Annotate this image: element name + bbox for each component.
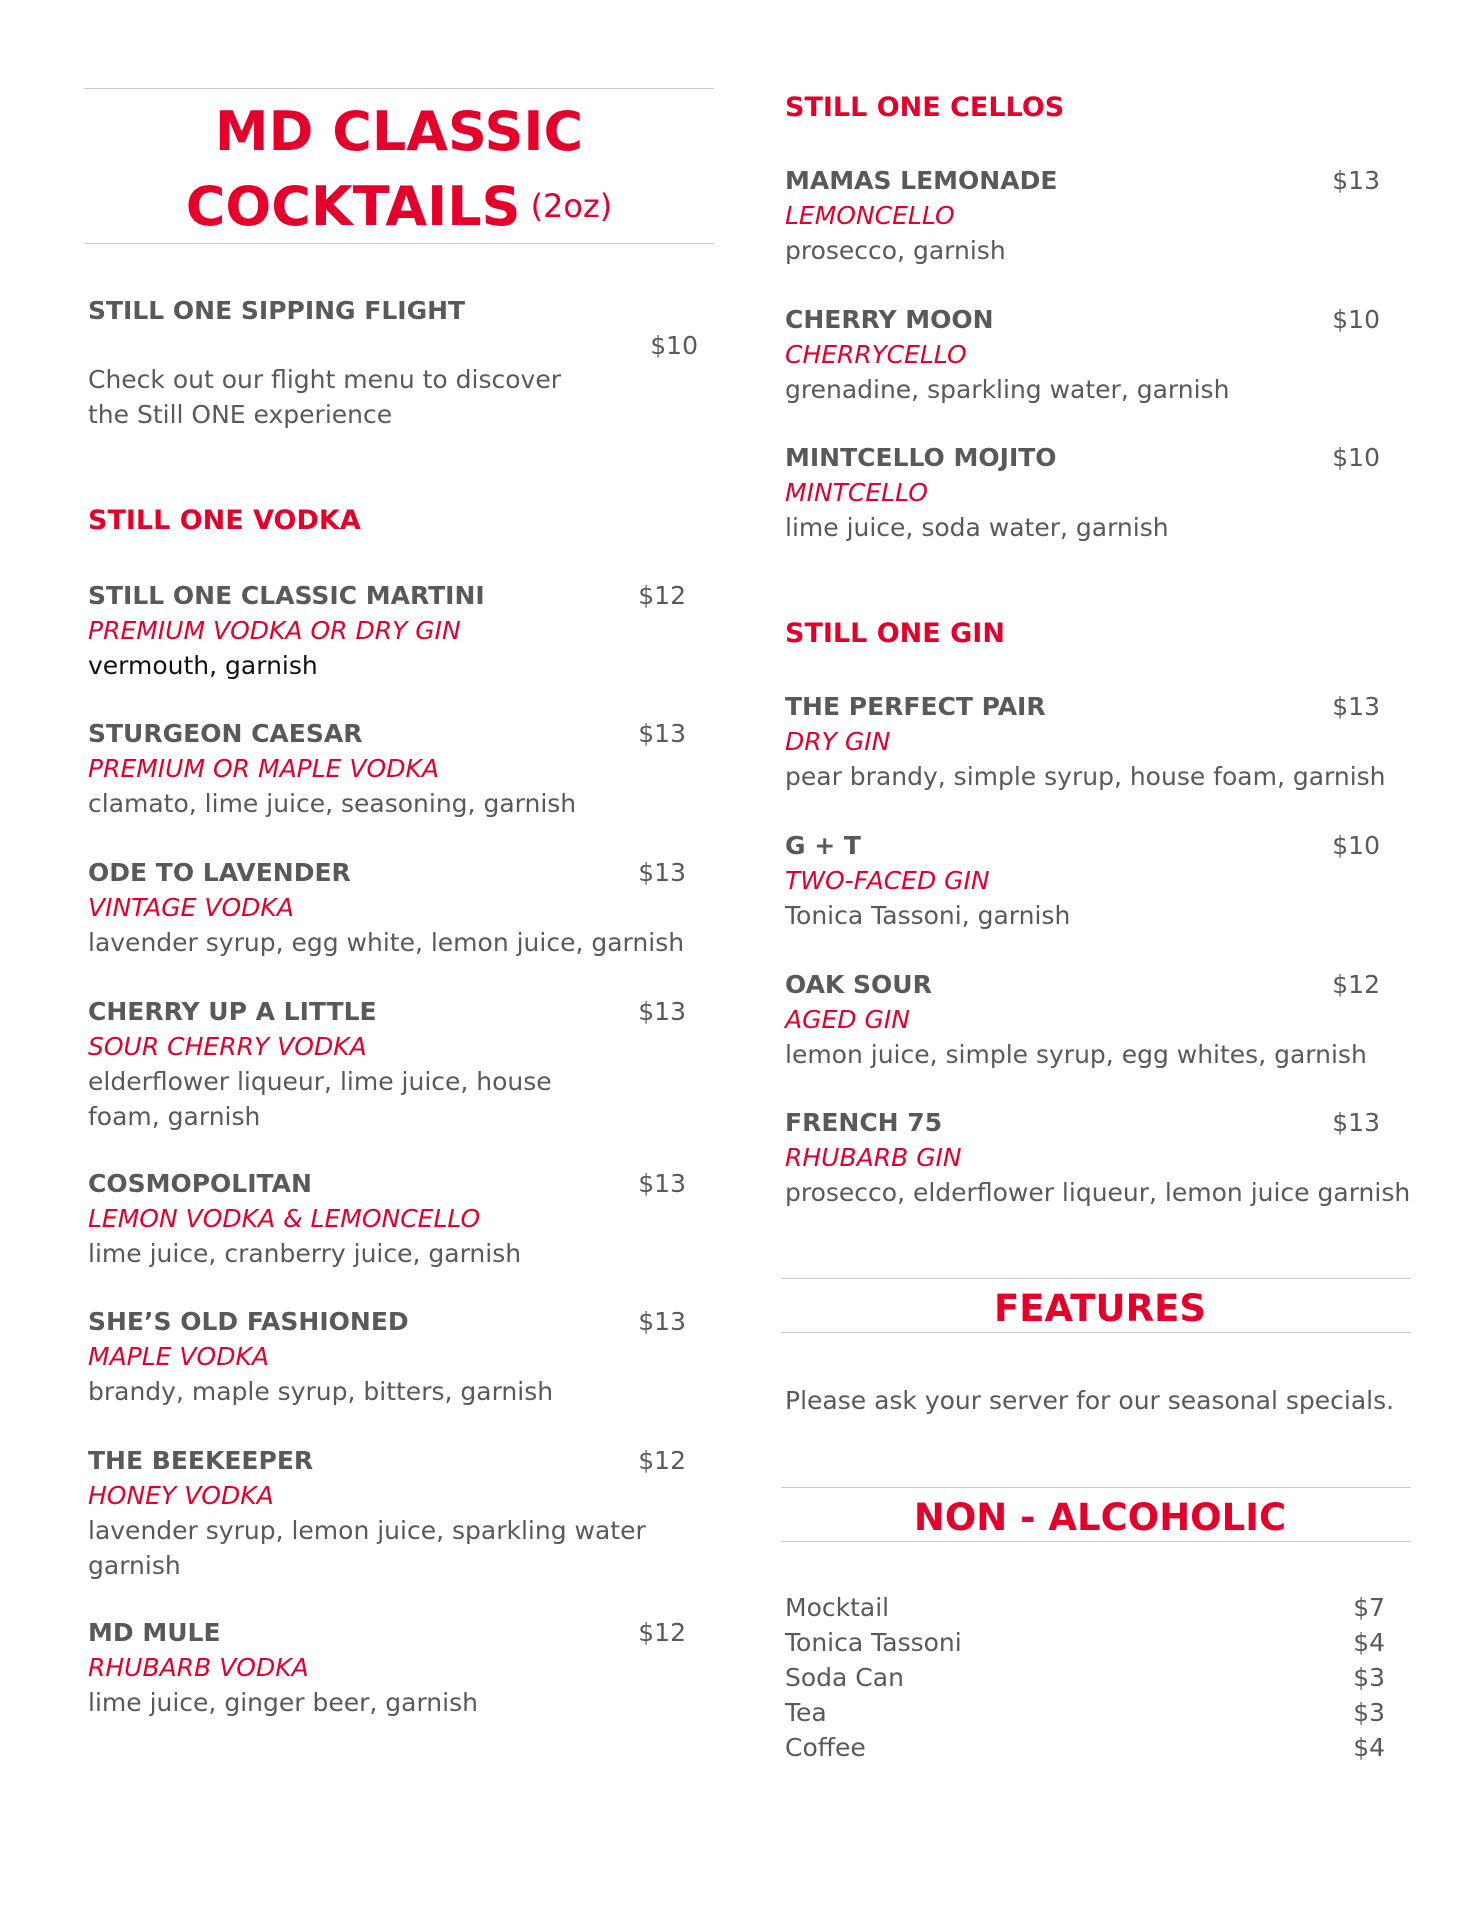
item-spirit: RHUBARB VODKA <box>88 1653 309 1682</box>
menu-item-the-beekeeper <box>88 1443 648 1583</box>
item-description: lime juice, ginger beer, garnish <box>88 1688 478 1717</box>
na-item-price: $7 <box>1353 1593 1385 1622</box>
item-name: MD MULE <box>88 1618 221 1647</box>
flight-description: Check out our flight menu to discover the Still ONE experience <box>88 365 562 429</box>
item-price: $13 <box>1332 692 1380 721</box>
item-price: $13 <box>638 997 686 1026</box>
item-spirit: MINTCELLO <box>785 478 928 507</box>
non-alcoholic-bottom-rule <box>781 1541 1411 1542</box>
item-name: THE PERFECT PAIR <box>785 692 1046 721</box>
item-price: $12 <box>1332 970 1380 999</box>
na-item-name: Tonica Tassoni <box>785 1628 962 1657</box>
flight-item <box>88 293 608 328</box>
non-alcoholic-top-rule <box>781 1487 1411 1488</box>
menu-item-cosmopolitan <box>88 1166 688 1271</box>
item-price: $10 <box>1332 443 1380 472</box>
menu-item-cherry-up-a-little <box>88 994 628 1134</box>
title-top-rule <box>84 88 714 89</box>
item-name: G + T <box>785 831 861 860</box>
item-price: $12 <box>638 1446 686 1475</box>
item-spirit: VINTAGE VODKA <box>88 893 294 922</box>
item-description: lime juice, soda water, garnish <box>785 513 1169 542</box>
item-description: prosecco, garnish <box>785 236 1006 265</box>
menu-item-sturgeon-caesar <box>88 716 688 821</box>
item-price: $12 <box>638 581 686 610</box>
list-item <box>785 1660 1385 1695</box>
page-title-line1: MD CLASSIC <box>214 100 584 163</box>
page-title-suffix: (2oz) <box>530 187 613 225</box>
menu-item-shes-old-fashioned <box>88 1304 688 1409</box>
item-price: $13 <box>1332 166 1380 195</box>
features-top-rule <box>781 1278 1411 1279</box>
item-spirit: PREMIUM OR MAPLE VODKA <box>88 754 439 783</box>
item-name: STURGEON CAESAR <box>88 719 363 748</box>
item-name: COSMOPOLITAN <box>88 1169 312 1198</box>
item-description: Tonica Tassoni, garnish <box>785 901 1071 930</box>
item-description: lavender syrup, lemon juice, sparkling water garnish <box>88 1516 646 1580</box>
page-title-text: COCKTAILS <box>185 175 521 238</box>
item-price: $10 <box>1332 305 1380 334</box>
item-name: THE BEEKEEPER <box>88 1446 314 1475</box>
item-description: prosecco, elderflower liqueur, lemon juice garnish <box>785 1178 1411 1207</box>
item-name: STILL ONE CLASSIC MARTINI <box>88 581 485 610</box>
features-text: Please ask your server for our seasonal specials. <box>785 1386 1395 1415</box>
item-spirit: SOUR CHERRY VODKA <box>88 1032 367 1061</box>
item-spirit: CHERRYCELLO <box>785 340 967 369</box>
list-item <box>785 1730 1385 1765</box>
na-item-price: $3 <box>1353 1698 1385 1727</box>
item-description: grenadine, sparkling water, garnish <box>785 375 1230 404</box>
non-alcoholic-heading: NON - ALCOHOLIC <box>913 1496 1287 1539</box>
item-spirit: LEMONCELLO <box>785 201 955 230</box>
flight-name: STILL ONE SIPPING FLIGHT <box>88 296 466 325</box>
item-spirit: RHUBARB GIN <box>785 1143 962 1172</box>
page-title-line2 <box>84 175 714 238</box>
item-description: clamato, lime juice, seasoning, garnish <box>88 789 577 818</box>
item-price: $13 <box>638 719 686 748</box>
features-bottom-rule <box>781 1332 1411 1333</box>
item-price: $10 <box>1332 831 1380 860</box>
non-alcoholic-list <box>785 1590 1385 1765</box>
na-item-name: Mocktail <box>785 1593 890 1622</box>
item-description: lavender syrup, egg white, lemon juice, garnish <box>88 928 685 957</box>
menu-item-g-and-t <box>785 828 1385 933</box>
item-name: OAK SOUR <box>785 970 932 999</box>
item-price: $13 <box>638 1169 686 1198</box>
item-price: $12 <box>638 1618 686 1647</box>
item-price: $13 <box>638 1307 686 1336</box>
item-name: CHERRY MOON <box>785 305 994 334</box>
menu-item-md-mule <box>88 1615 688 1720</box>
item-description: vermouth, garnish <box>88 651 318 680</box>
item-spirit: AGED GIN <box>785 1005 910 1034</box>
item-spirit: PREMIUM VODKA OR DRY GIN <box>88 616 461 645</box>
menu-item-mintcello-mojito <box>785 440 1385 545</box>
item-name: MAMAS LEMONADE <box>785 166 1058 195</box>
na-item-price: $4 <box>1353 1733 1385 1762</box>
gin-heading: STILL ONE GIN <box>785 618 1005 649</box>
item-name: CHERRY UP A LITTLE <box>88 997 377 1026</box>
list-item <box>785 1590 1385 1625</box>
na-item-price: $3 <box>1353 1663 1385 1692</box>
title-bottom-rule <box>84 243 714 244</box>
list-item <box>785 1625 1385 1660</box>
item-spirit: LEMON VODKA & LEMONCELLO <box>88 1204 481 1233</box>
flight-price: $10 <box>650 331 698 360</box>
features-heading: FEATURES <box>993 1287 1206 1330</box>
item-name: MINTCELLO MOJITO <box>785 443 1057 472</box>
item-description: elderflower liqueur, lime juice, house foam, garnish <box>88 1067 552 1131</box>
na-item-name: Tea <box>785 1698 827 1727</box>
vodka-heading: STILL ONE VODKA <box>88 505 361 536</box>
item-description: lime juice, cranberry juice, garnish <box>88 1239 522 1268</box>
item-description: lemon juice, simple syrup, egg whites, garnish <box>785 1040 1367 1069</box>
na-item-name: Soda Can <box>785 1663 904 1692</box>
item-name: ODE TO LAVENDER <box>88 858 351 887</box>
menu-item-cherry-moon <box>785 302 1385 407</box>
item-description: pear brandy, simple syrup, house foam, garnish <box>785 762 1386 791</box>
item-name: FRENCH 75 <box>785 1108 943 1137</box>
menu-item-mamas-lemonade <box>785 163 1385 268</box>
item-spirit: DRY GIN <box>785 727 891 756</box>
na-item-name: Coffee <box>785 1733 866 1762</box>
list-item <box>785 1695 1385 1730</box>
item-name: SHE’S OLD FASHIONED <box>88 1307 409 1336</box>
menu-item-classic-martini <box>88 578 688 683</box>
item-price: $13 <box>1332 1108 1380 1137</box>
item-description: brandy, maple syrup, bitters, garnish <box>88 1377 554 1406</box>
na-item-price: $4 <box>1353 1628 1385 1657</box>
item-price: $13 <box>638 858 686 887</box>
item-spirit: TWO-FACED GIN <box>785 866 990 895</box>
item-spirit: HONEY VODKA <box>88 1481 274 1510</box>
cellos-heading: STILL ONE CELLOS <box>785 92 1065 123</box>
item-spirit: MAPLE VODKA <box>88 1342 269 1371</box>
